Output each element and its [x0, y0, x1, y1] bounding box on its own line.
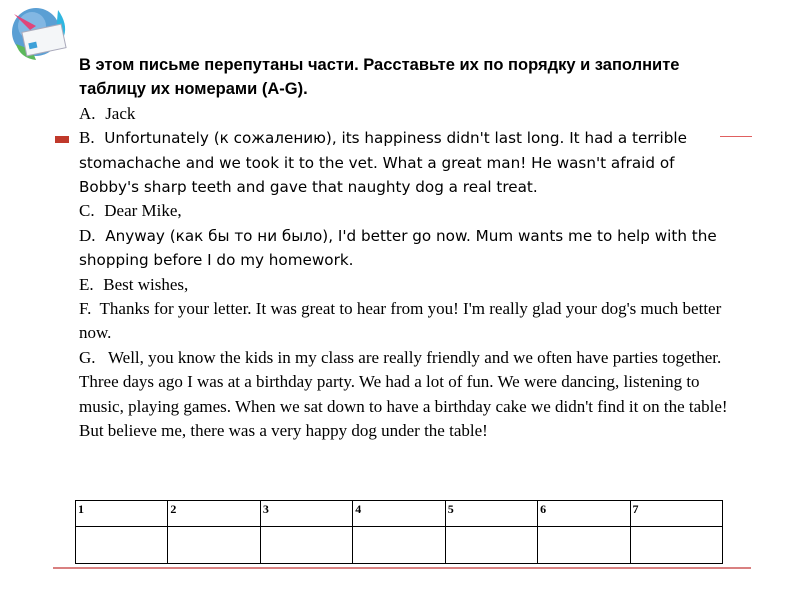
table-header: 5 [445, 501, 537, 527]
divider-line [53, 567, 751, 569]
answer-cell[interactable] [630, 527, 722, 564]
answer-table [75, 500, 723, 564]
part-d: D. Anyway (как бы то ни было), I'd better go now. Mum wants me to help with the shopping before I do my homework. [79, 225, 717, 270]
answer-cell[interactable] [260, 527, 352, 564]
part-c: C. Dear Mike, [79, 201, 182, 221]
answer-cell[interactable] [168, 527, 260, 564]
table-header: 2 [168, 501, 260, 527]
table-header: 4 [353, 501, 445, 527]
part-a: A. Jack [79, 103, 136, 123]
exercise-title: В этом письме перепутаны части. Расставьте их по порядку и заполните таблицу их номерами (A-G). [79, 56, 680, 99]
part-g: G. Well, you know the kids in my class are really friendly and we often have parties together. Three days ago I was at a birthday party. We had a lot of fun. We were dancing, listening to music, playing games. When we sat down to have a birthday cake we didn't find it on the table! But believe me, there was a very happy dog under the table! [79, 347, 728, 441]
table-header: 7 [630, 501, 722, 527]
mail-globe-logo [6, 4, 72, 64]
letter-exercise [79, 53, 729, 444]
answer-cell[interactable] [538, 527, 630, 564]
table-header: 6 [538, 501, 630, 527]
table-header: 1 [76, 501, 168, 527]
answer-cell[interactable] [445, 527, 537, 564]
part-e: E. Best wishes, [79, 274, 189, 294]
table-header: 3 [260, 501, 352, 527]
part-f: F. Thanks for your letter. It was great to hear from you! I'm really glad your dog's much better now. [79, 299, 722, 343]
red-marker [55, 136, 69, 143]
part-b: B. Unfortunately (к сожалению), its happiness didn't last long. It had a terrible stomachache and we took it to the vet. What a great man! He wasn't afraid of Bobby's sharp teeth and gave that naughty dog a real treat. [79, 128, 687, 197]
answer-cell[interactable] [76, 527, 168, 564]
answer-cell[interactable] [353, 527, 445, 564]
